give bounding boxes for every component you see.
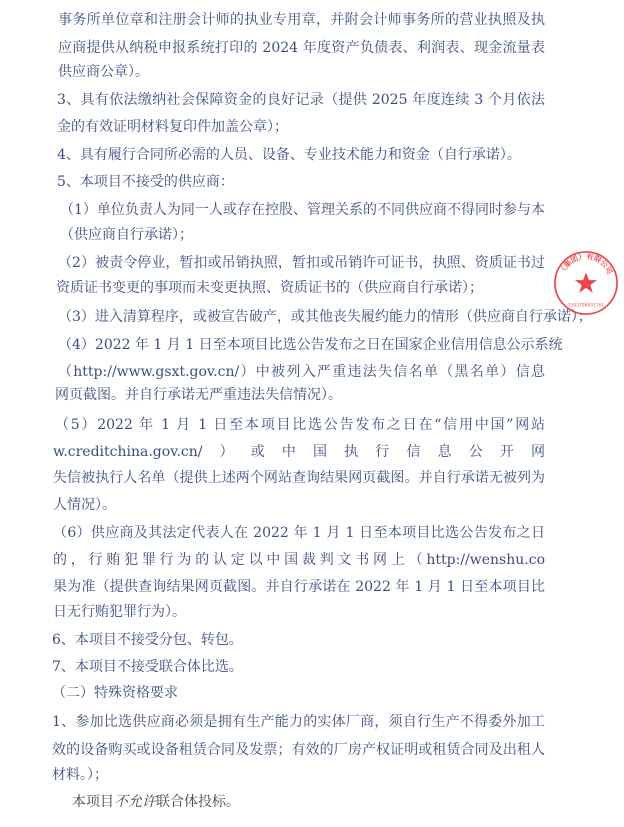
- stamp-lettering: （集团）有限公司: [557, 251, 615, 276]
- text-line: 效的设备购买或设备租赁合同及发票；有效的厂房产权证明或租赁合同及出租人: [52, 742, 545, 758]
- text-line: （6）供应商及其法定代表人在 2022 年 1 月 1 日至本项目比选公告发布之日: [53, 525, 545, 541]
- stamp-star-icon: [575, 272, 597, 292]
- stamp-code: 1303798835761: [567, 303, 605, 309]
- text-line: 材料。）；: [52, 767, 108, 783]
- text-line: 网页截图。并自行承诺无严重违法失信情况）。: [55, 387, 342, 403]
- final-line-emphasis: 不允许: [114, 794, 156, 810]
- text-line: 1、参加比选供应商必须是拥有生产能力的实体厂商，须自行生产不得委外加工: [52, 714, 545, 730]
- text-line: 事务所单位章和注册会计师的执业专用章，并附会计师事务所的营业执照及执: [58, 12, 545, 28]
- text-line: （2）被责令停业，暂扣或吊销执照，暂扣或吊销许可证书，执照、资质证书过: [58, 255, 545, 271]
- final-line-prefix: 本项目: [72, 794, 114, 810]
- text-line: （5）2022 年 1 月 1 日至本项目比选公告发布之日在“信用中国”网站: [55, 417, 545, 433]
- text-line: 人情况）。: [53, 497, 116, 513]
- text-line: 应商提供从纳税申报系统打印的 2024 年度资产负债表、利润表、现金流量表: [58, 40, 545, 56]
- text-line: 金的有效证明材料复印件加盖公章）；: [57, 119, 288, 135]
- text-line: （http://www.gsxt.gov.cn/）中被列入严重违法失信名单（黑名单）信息: [58, 364, 545, 380]
- text-line: （供应商自行承诺）；: [60, 227, 193, 243]
- text-line: 果为准（提供查询结果网页截图。并自行承诺在 2022 年 1 月 1 日至本项目比: [53, 579, 545, 595]
- text-line: 失信被执行人名单（提供上述两个网站查询结果网页截图。并自行承诺无被列为: [53, 470, 545, 486]
- text-line: （1）单位负责人为同一人或存在控股、管理关系的不同供应商不得同时参与本: [60, 202, 545, 218]
- text-line: 7、本项目不接受联合体比选。: [52, 659, 243, 675]
- text-line: （4）2022 年 1 月 1 日至本项目比选公告发布之日在国家企业信用信息公示系统: [58, 337, 563, 353]
- text-line: 5、本项目不接受的供应商：: [57, 174, 234, 190]
- text-line: （3）进入清算程序，或被宣告破产，或其他丧失履约能力的情形（供应商自行承诺）；: [58, 309, 592, 325]
- text-line: 供应商公章）。: [58, 64, 149, 80]
- text-line: 6、本项目不接受分包、转包。: [52, 632, 243, 648]
- final-line-suffix: 联合体投标。: [156, 794, 240, 810]
- text-line: 4、具有履行合同所必需的人员、设备、专业技术能力和资金（自行承诺）。: [57, 147, 521, 163]
- text-line: 日无行贿犯罪行为）。: [53, 604, 186, 620]
- text-line: 3、具有依法缴纳社会保障资金的良好记录（提供 2025 年度连续 3 个月依法: [57, 92, 545, 108]
- text-line: 资质证书变更的事项而未变更执照、资质证书的（供应商自行承诺）；: [56, 280, 483, 296]
- text-line: w.creditchina.gov.cn/）或中国执行信息公开网: [53, 444, 545, 460]
- text-line: 的，行贿犯罪行为的认定以中国裁判文书网上（http://wenshu.co: [53, 552, 545, 568]
- text-line: （二）特殊资格要求: [52, 685, 178, 701]
- company-seal-stamp: [553, 250, 619, 316]
- final-line: [72, 793, 240, 811]
